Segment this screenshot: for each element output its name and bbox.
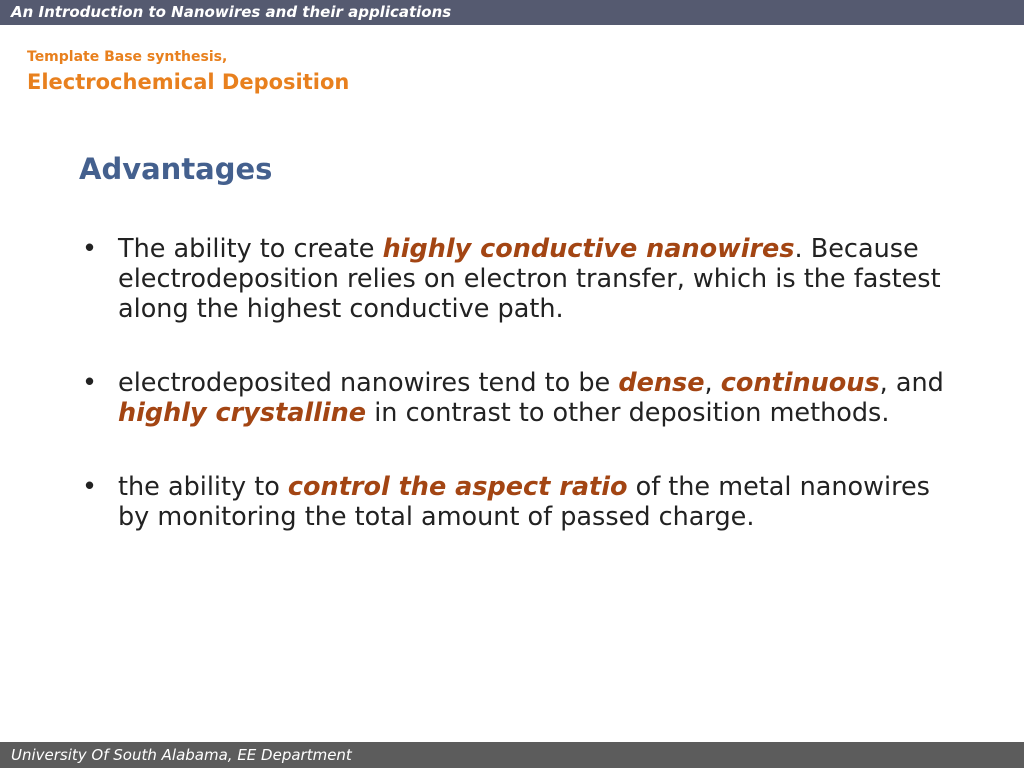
bullet-highlight: dense (618, 368, 705, 398)
bullet-icon: • (82, 234, 98, 264)
section-heading: Advantages (79, 152, 273, 186)
bullet-text: , and (879, 368, 944, 398)
bullet-highlight: control the aspect ratio (287, 472, 628, 502)
bullet-icon: • (82, 472, 98, 502)
bullet-text: electrodeposited nanowires tend to be (118, 368, 619, 398)
footer-text: University Of South Alabama, EE Department (11, 746, 352, 764)
bullet-text: , (704, 368, 721, 398)
presentation-header-bar (0, 0, 1024, 25)
bullet-text: of the metal nanowires by monitoring the total amount of passed charge. (118, 472, 930, 532)
slide-subtitle: Template Base synthesis, (27, 49, 228, 65)
bullet-text: . Because electrodeposition relies on electron transfer, which is the fastest along the highest conductive path. (118, 234, 941, 324)
bullet-highlight: highly crystalline (118, 398, 367, 428)
bullet-text: the ability to (118, 472, 288, 502)
bullet-highlight: continuous (720, 368, 880, 398)
bullet-text: in contrast to other deposition methods. (366, 398, 890, 428)
bullet-item (82, 234, 962, 324)
slide-title: Electrochemical Deposition (27, 70, 350, 94)
bullet-item (82, 472, 962, 532)
bullet-item (82, 368, 962, 428)
footer-bar (0, 742, 1024, 768)
bullet-highlight: highly conductive nanowires (382, 234, 795, 264)
bullet-text: The ability to create (118, 234, 383, 264)
presentation-title: An Introduction to Nanowires and their applications (11, 3, 452, 21)
bullet-list (82, 234, 962, 576)
bullet-icon: • (82, 368, 98, 398)
